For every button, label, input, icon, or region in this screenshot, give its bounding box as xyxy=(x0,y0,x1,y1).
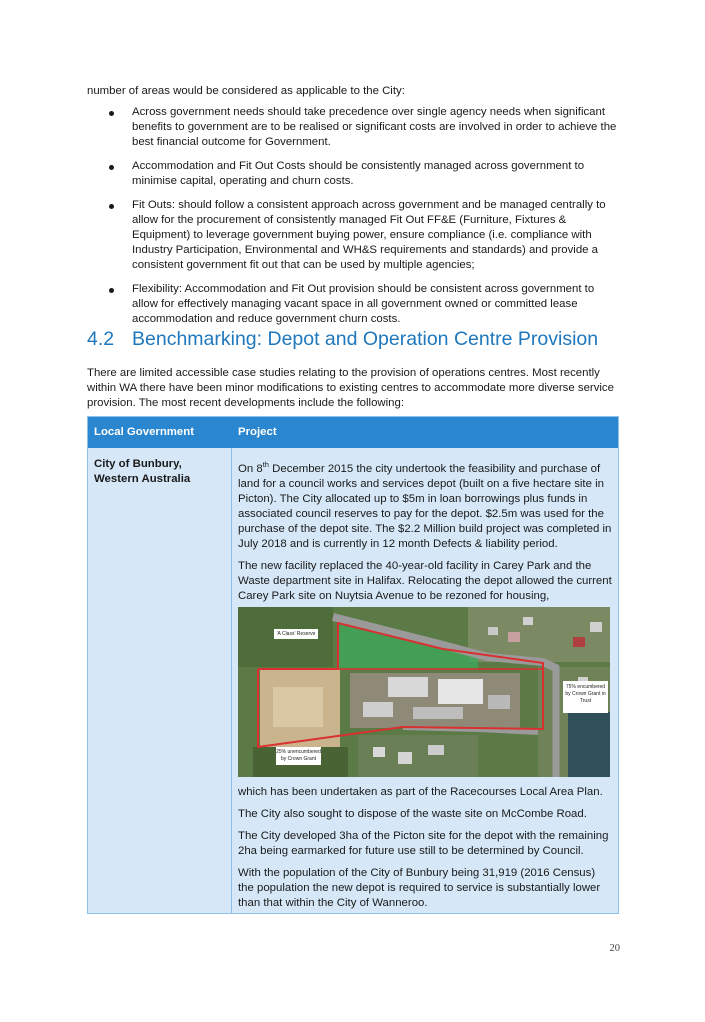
cell-project xyxy=(238,457,613,918)
map-label-crown-trust: 75% encumbered by Crown Grant in Trust xyxy=(565,683,606,704)
page-number: 20 xyxy=(609,943,620,954)
column-divider xyxy=(231,448,232,914)
bullet-icon xyxy=(109,204,114,209)
header-project: Project xyxy=(238,426,277,438)
list-item xyxy=(87,198,619,273)
cell-local-government: City of Bunbury, Western Australia xyxy=(94,458,191,485)
section-paragraph: There are limited accessible case studies relating to the provision of operations centres. Most recently within WA there have been minor modifications to existing centres to accommodate more diverse service provision. The most recent developments include the following: xyxy=(87,367,614,409)
bullet-text: Accommodation and Fit Out Costs should be consistently managed across government to minimise capital, operating and churn costs. xyxy=(132,160,585,187)
project-paragraph: The new facility replaced the 40-year-old facility in Carey Park and the Waste department site in Halifax. Relocating the depot allowed the current Carey Park site on Nuytsia Avenue to be rezoned for housing, xyxy=(238,559,612,602)
project-paragraph: With the population of the City of Bunbury being 31,919 (2016 Census) the population the new depot is required to service is substantially lower than that within the City of Wanneroo. xyxy=(238,866,601,909)
section-heading xyxy=(87,328,598,351)
benchmark-table xyxy=(87,416,619,914)
bullet-icon xyxy=(109,288,114,293)
list-item xyxy=(87,105,619,150)
section-title: Benchmarking: Depot and Operation Centre Provision xyxy=(132,328,599,350)
bullet-text: Across government needs should take precedence over single agency needs when significant benefits to government are to be realised or significant costs are involved in order to achieve the best financial outcome for Government. xyxy=(132,106,617,148)
bullet-text: Fit Outs: should follow a consistent approach across government and be managed centrally to allow for the procurement of consistently managed Fit Out FF&E (Furniture, Fixtures & Equipment) to leverage government buying power, ensure compliance (i.e. compliance with Industry Participation, Environmental and WH&S requirements and standards) and provide a consistent government fit out that can be used by multiple agencies; xyxy=(132,199,606,271)
bullet-icon xyxy=(109,111,114,116)
list-item xyxy=(87,282,619,327)
header-local-government: Local Government xyxy=(94,426,195,438)
bullet-list xyxy=(87,105,619,336)
project-paragraph: The City developed 3ha of the Picton site for the depot with the remaining 2ha being earmarked for future use still to be determined by Council. xyxy=(238,829,609,857)
section-number: 4.2 xyxy=(87,328,115,350)
project-paragraph: The City also sought to dispose of the waste site on McCombe Road. xyxy=(238,807,587,820)
depot-aerial-map xyxy=(238,607,610,777)
intro-text: number of areas would be considered as applicable to the City: xyxy=(87,85,405,97)
project-paragraph: On 8th December 2015 the city undertook the feasibility and purchase of land for a council works and services depot (built on a five hectare site in Picton). The City allocated up to $5m in loan borrowings plus funds in associated council reserves to pay for the depot. $2.5m was used for the purchase of the depot site. The $2.2 Million build project was completed in July 2018 and is currently in 12 month Defects & liability period. xyxy=(238,460,612,550)
map-label-reserve: 'A Class' Reserve xyxy=(276,630,316,637)
list-item xyxy=(87,159,619,189)
map-label-unencumbered: 25% unencumbered by Crown Grant xyxy=(276,748,321,762)
table-header xyxy=(88,417,618,448)
bullet-text: Flexibility: Accommodation and Fit Out provision should be consistent across government to allow for effectively managing vacant space in all government owned or committed lease accommodation and reduce government churn costs. xyxy=(132,283,595,325)
project-paragraph: which has been undertaken as part of the Racecourses Local Area Plan. xyxy=(238,785,603,798)
bullet-icon xyxy=(109,165,114,170)
